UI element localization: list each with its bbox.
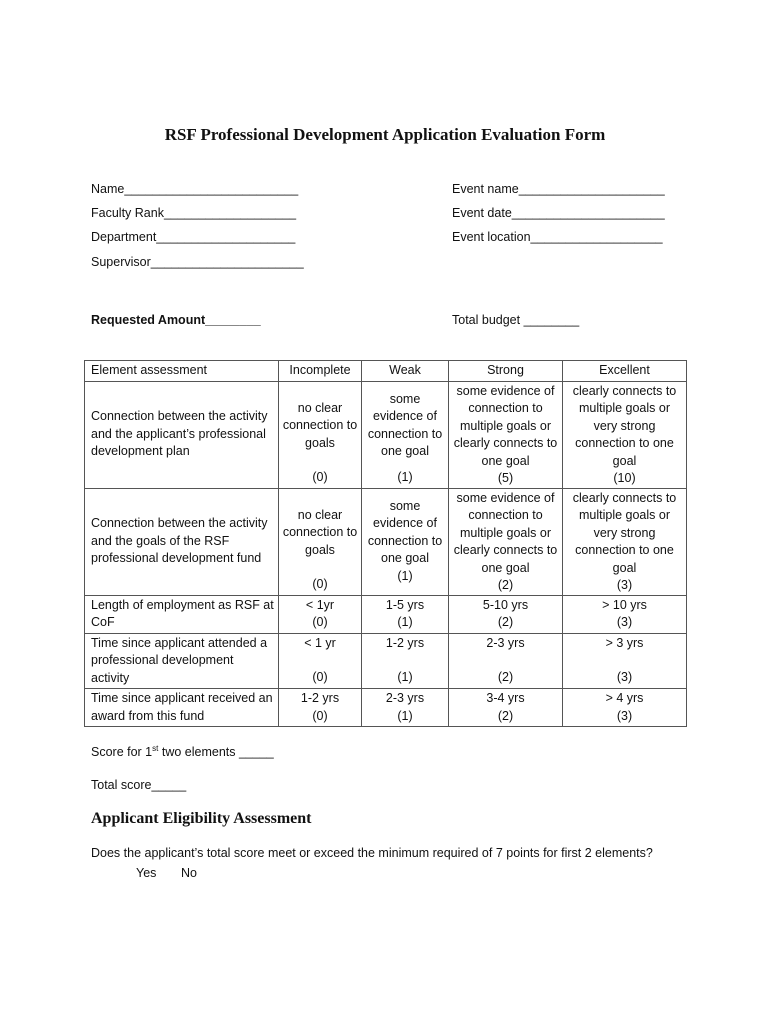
score-cell: [362, 689, 449, 727]
total-budget-field[interactable]: Total budget ________: [452, 313, 580, 327]
event-location-field[interactable]: Event location___________________: [452, 230, 663, 244]
header-weak: Weak: [362, 361, 449, 382]
cell-description: > 4 yrs: [605, 691, 644, 705]
table-row: [85, 689, 687, 727]
page-title: RSF Professional Development Application Evaluation Form: [164, 125, 606, 144]
row-label: Time since applicant attended a professional development activity: [85, 633, 279, 689]
cell-score: (1): [397, 708, 413, 723]
name-field[interactable]: Name_________________________: [91, 182, 299, 196]
score-first-two-prefix: Score for 1: [91, 745, 153, 760]
cell-description: 2-3 yrs: [486, 635, 525, 650]
table-row: [85, 595, 687, 633]
cell-description: < 1yr: [305, 597, 335, 612]
cell-score: (10): [613, 471, 636, 485]
score-cell: [279, 488, 362, 595]
cell-description: 2-3 yrs: [385, 691, 425, 705]
cell-description: 5-10 yrs: [482, 597, 529, 612]
cell-score: (0): [312, 470, 328, 484]
cell-score: (3): [616, 615, 633, 629]
cell-description: < 1 yr: [304, 635, 336, 650]
header-excellent: Excellent: [563, 361, 687, 382]
cell-score: (1): [397, 569, 413, 583]
cell-description: 1-2 yrs: [385, 635, 425, 650]
score-cell: [563, 633, 687, 689]
cell-score: (3): [616, 578, 633, 592]
header-element-assessment: Element assessment: [85, 361, 279, 382]
cell-score: (2): [497, 670, 514, 684]
score-cell: [563, 689, 687, 727]
row-label: Connection between the activity and the applicant’s professional development plan: [85, 381, 279, 488]
cell-score: (0): [312, 670, 328, 684]
cell-description: some evidence of connection to one goal: [367, 391, 443, 458]
score-cell: [449, 381, 563, 488]
cell-description: 1-2 yrs: [300, 691, 340, 705]
score-cell: [362, 381, 449, 488]
cell-score: (0): [312, 708, 328, 723]
score-cell: [362, 595, 449, 633]
score-cell: [449, 689, 563, 727]
cell-description: clearly connects to multiple goals or very strong connection to one goal: [572, 490, 677, 575]
score-cell: [362, 633, 449, 689]
cell-description: some evidence of connection to multiple goals or clearly connects to one goal: [453, 490, 558, 575]
score-cell: [449, 595, 563, 633]
score-cell: [279, 381, 362, 488]
requested-amount-field[interactable]: Requested Amount________: [91, 313, 261, 327]
score-cell: [279, 633, 362, 689]
cell-description: no clear connection to goals: [282, 507, 358, 557]
cell-score: (0): [312, 577, 328, 591]
cell-description: > 10 yrs: [602, 597, 647, 612]
department-field[interactable]: Department____________________: [91, 230, 296, 244]
score-cell: [563, 381, 687, 488]
eligibility-question: Does the applicant’s total score meet or exceed the minimum required of 7 points for first 2 elements?: [91, 846, 653, 860]
score-cell: [563, 595, 687, 633]
score-cell: [362, 488, 449, 595]
evaluation-table: [84, 360, 687, 727]
cell-score: (1): [397, 470, 413, 484]
cell-score: (3): [616, 670, 633, 684]
eligibility-heading: Applicant Eligibility Assessment: [91, 810, 312, 827]
yes-option[interactable]: Yes: [136, 866, 157, 880]
row-label: Connection between the activity and the goals of the RSF professional development fund: [85, 488, 279, 595]
header-incomplete: Incomplete: [279, 361, 362, 382]
cell-score: (2): [497, 615, 514, 629]
table-row: [85, 633, 687, 689]
table-header-row: [85, 361, 687, 382]
cell-score: (1): [397, 670, 413, 684]
cell-description: no clear connection to goals: [282, 400, 358, 450]
event-name-field[interactable]: Event name_____________________: [452, 182, 665, 196]
cell-score: (2): [497, 578, 514, 592]
cell-score: (3): [616, 708, 633, 723]
cell-score: (5): [497, 471, 514, 485]
supervisor-field[interactable]: Supervisor______________________: [91, 255, 304, 269]
score-cell: [563, 488, 687, 595]
row-label: Length of employment as RSF at CoF: [85, 595, 279, 633]
cell-description: clearly connects to multiple goals or very strong connection to one goal: [572, 383, 677, 468]
score-cell: [279, 689, 362, 727]
score-first-two-suffix: two elements _____: [158, 745, 274, 760]
cell-description: some evidence of connection to multiple goals or clearly connects to one goal: [453, 383, 558, 468]
cell-description: 1-5 yrs: [385, 597, 425, 612]
score-cell: [279, 595, 362, 633]
row-label: Time since applicant received an award from this fund: [85, 689, 279, 727]
cell-description: > 3 yrs: [605, 635, 644, 650]
faculty-rank-field[interactable]: Faculty Rank___________________: [91, 206, 297, 220]
table-row: [85, 488, 687, 595]
no-option[interactable]: No: [181, 866, 197, 880]
score-first-two-sup: st: [152, 744, 159, 753]
cell-description: 3-4 yrs: [486, 691, 525, 705]
cell-score: (0): [312, 615, 328, 629]
table-row: [85, 381, 687, 488]
score-cell: [449, 633, 563, 689]
cell-score: (1): [397, 615, 413, 629]
header-strong: Strong: [449, 361, 563, 382]
event-date-field[interactable]: Event date______________________: [452, 206, 665, 220]
cell-description: some evidence of connection to one goal: [367, 498, 443, 565]
score-cell: [449, 488, 563, 595]
total-score-field[interactable]: Total score_____: [91, 778, 187, 792]
score-first-two-field[interactable]: [91, 744, 274, 759]
cell-score: (2): [497, 708, 514, 723]
